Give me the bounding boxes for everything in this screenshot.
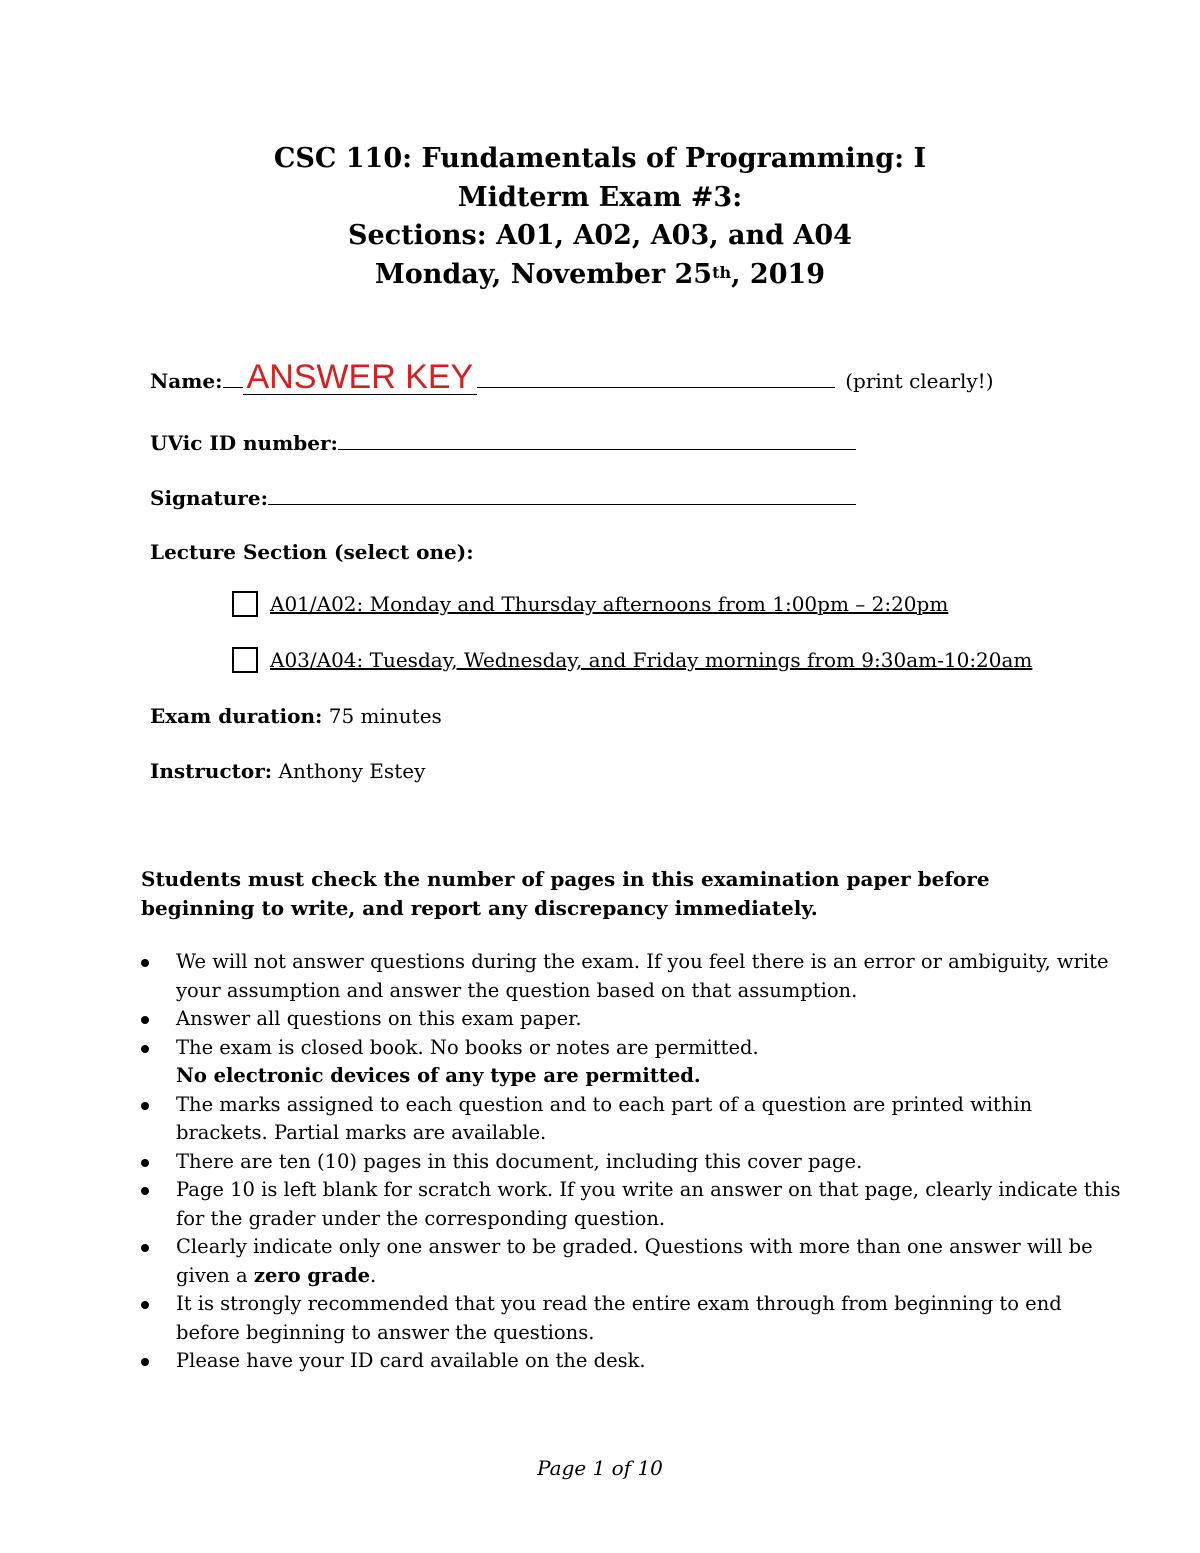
list-item — [141, 1091, 1121, 1148]
list-item — [141, 1233, 1121, 1290]
page-count-warning: Students must check the number of pages in this examination paper before beginning to write, and report any discrepancy immediately. — [141, 867, 990, 920]
lecture-option-label: A01/A02: Monday and Thursday afternoons from 1:00pm – 2:20pm — [270, 592, 949, 616]
rule-text: Answer all questions on this exam paper. — [176, 1007, 582, 1030]
bullet-icon — [141, 1244, 149, 1252]
signature-label: Signature: — [150, 486, 268, 510]
list-item — [141, 1290, 1121, 1347]
bullet-icon — [141, 1016, 149, 1024]
exam-date-main: Monday, November 25 — [374, 258, 713, 290]
bullet-icon — [141, 959, 149, 967]
rule-text-bold: zero grade — [253, 1263, 371, 1287]
rule-text-bold: No electronic devices of any type are permitted. — [176, 1064, 701, 1087]
list-item — [141, 1148, 1121, 1177]
name-value[interactable]: ANSWER KEY — [243, 360, 478, 395]
rule-text: The marks assigned to each question and to each part of a question are printed within brackets. Partial marks are available. — [176, 1092, 1033, 1144]
lecture-section-heading: Lecture Section (select one): — [150, 540, 474, 564]
lecture-option-a01-a02[interactable] — [232, 591, 948, 617]
signature-field — [150, 486, 856, 510]
rule-text: Page 10 is left blank for scratch work. If you write an answer on that page, clearly indicate this for the grader under the corresponding question. — [176, 1178, 1121, 1230]
instructor — [150, 759, 425, 783]
instructor-value: Anthony Estey — [278, 759, 426, 783]
uvic-id-label: UVic ID number: — [150, 431, 338, 455]
list-item — [141, 1347, 1121, 1376]
exam-date-year: , 2019 — [731, 258, 826, 290]
rule-text: Clearly indicate only one answer to be graded. Questions with more than one answer will be given a — [176, 1235, 1093, 1287]
exam-date — [0, 256, 1200, 295]
bullet-icon — [141, 1301, 149, 1309]
list-item — [141, 1176, 1121, 1233]
rule-text-end: . — [370, 1263, 377, 1287]
name-hint: (print clearly!) — [845, 369, 994, 393]
name-field — [150, 360, 994, 395]
instructor-label: Instructor: — [150, 759, 273, 783]
list-item — [141, 1005, 1121, 1034]
page-number: Page 1 of 10 — [537, 1456, 663, 1480]
uvic-id-field — [150, 431, 856, 455]
exam-title-block — [0, 140, 1200, 294]
bullet-icon — [141, 1187, 149, 1195]
exam-rules-list — [141, 948, 1121, 1376]
checkbox-a01-a02[interactable] — [232, 591, 258, 617]
bullet-icon — [141, 1102, 149, 1110]
exam-duration — [150, 704, 442, 728]
lecture-option-a03-a04[interactable] — [232, 647, 1032, 673]
checkbox-a03-a04[interactable] — [232, 647, 258, 673]
rule-text: We will not answer questions during the exam. If you feel there is an error or ambiguity, write your assumption and answer the question based on that assumption. — [176, 950, 1109, 1002]
course-title: CSC 110: Fundamentals of Programming: I — [273, 143, 927, 174]
exam-duration-label: Exam duration: — [150, 704, 323, 728]
list-item — [141, 948, 1121, 1005]
rule-text: It is strongly recommended that you read the entire exam through from beginning to end before beginning to answer the questions. — [176, 1292, 1062, 1344]
bullet-icon — [141, 1159, 149, 1167]
name-line[interactable] — [477, 369, 835, 388]
exam-name: Midterm Exam #3: — [457, 181, 743, 213]
rule-text: The exam is closed book. No books or notes are permitted. — [176, 1035, 759, 1059]
rule-text: Please have your ID card available on the desk. — [176, 1349, 646, 1372]
exam-sections: Sections: A01, A02, A03, and A04 — [348, 220, 852, 251]
name-label: Name: — [150, 369, 223, 393]
rule-text: There are ten (10) pages in this document, including this cover page. — [176, 1149, 863, 1173]
bullet-icon — [141, 1045, 149, 1053]
exam-date-ordinal: th — [712, 262, 732, 282]
signature-line[interactable] — [268, 486, 856, 505]
lecture-option-label: A03/A04: Tuesday, Wednesday, and Friday mornings from 9:30am-10:20am — [270, 648, 1033, 672]
name-line-lead — [223, 369, 243, 388]
uvic-id-line[interactable] — [338, 431, 856, 450]
bullet-icon — [141, 1358, 149, 1366]
exam-duration-value: 75 minutes — [328, 704, 442, 728]
list-item — [141, 1034, 1121, 1091]
